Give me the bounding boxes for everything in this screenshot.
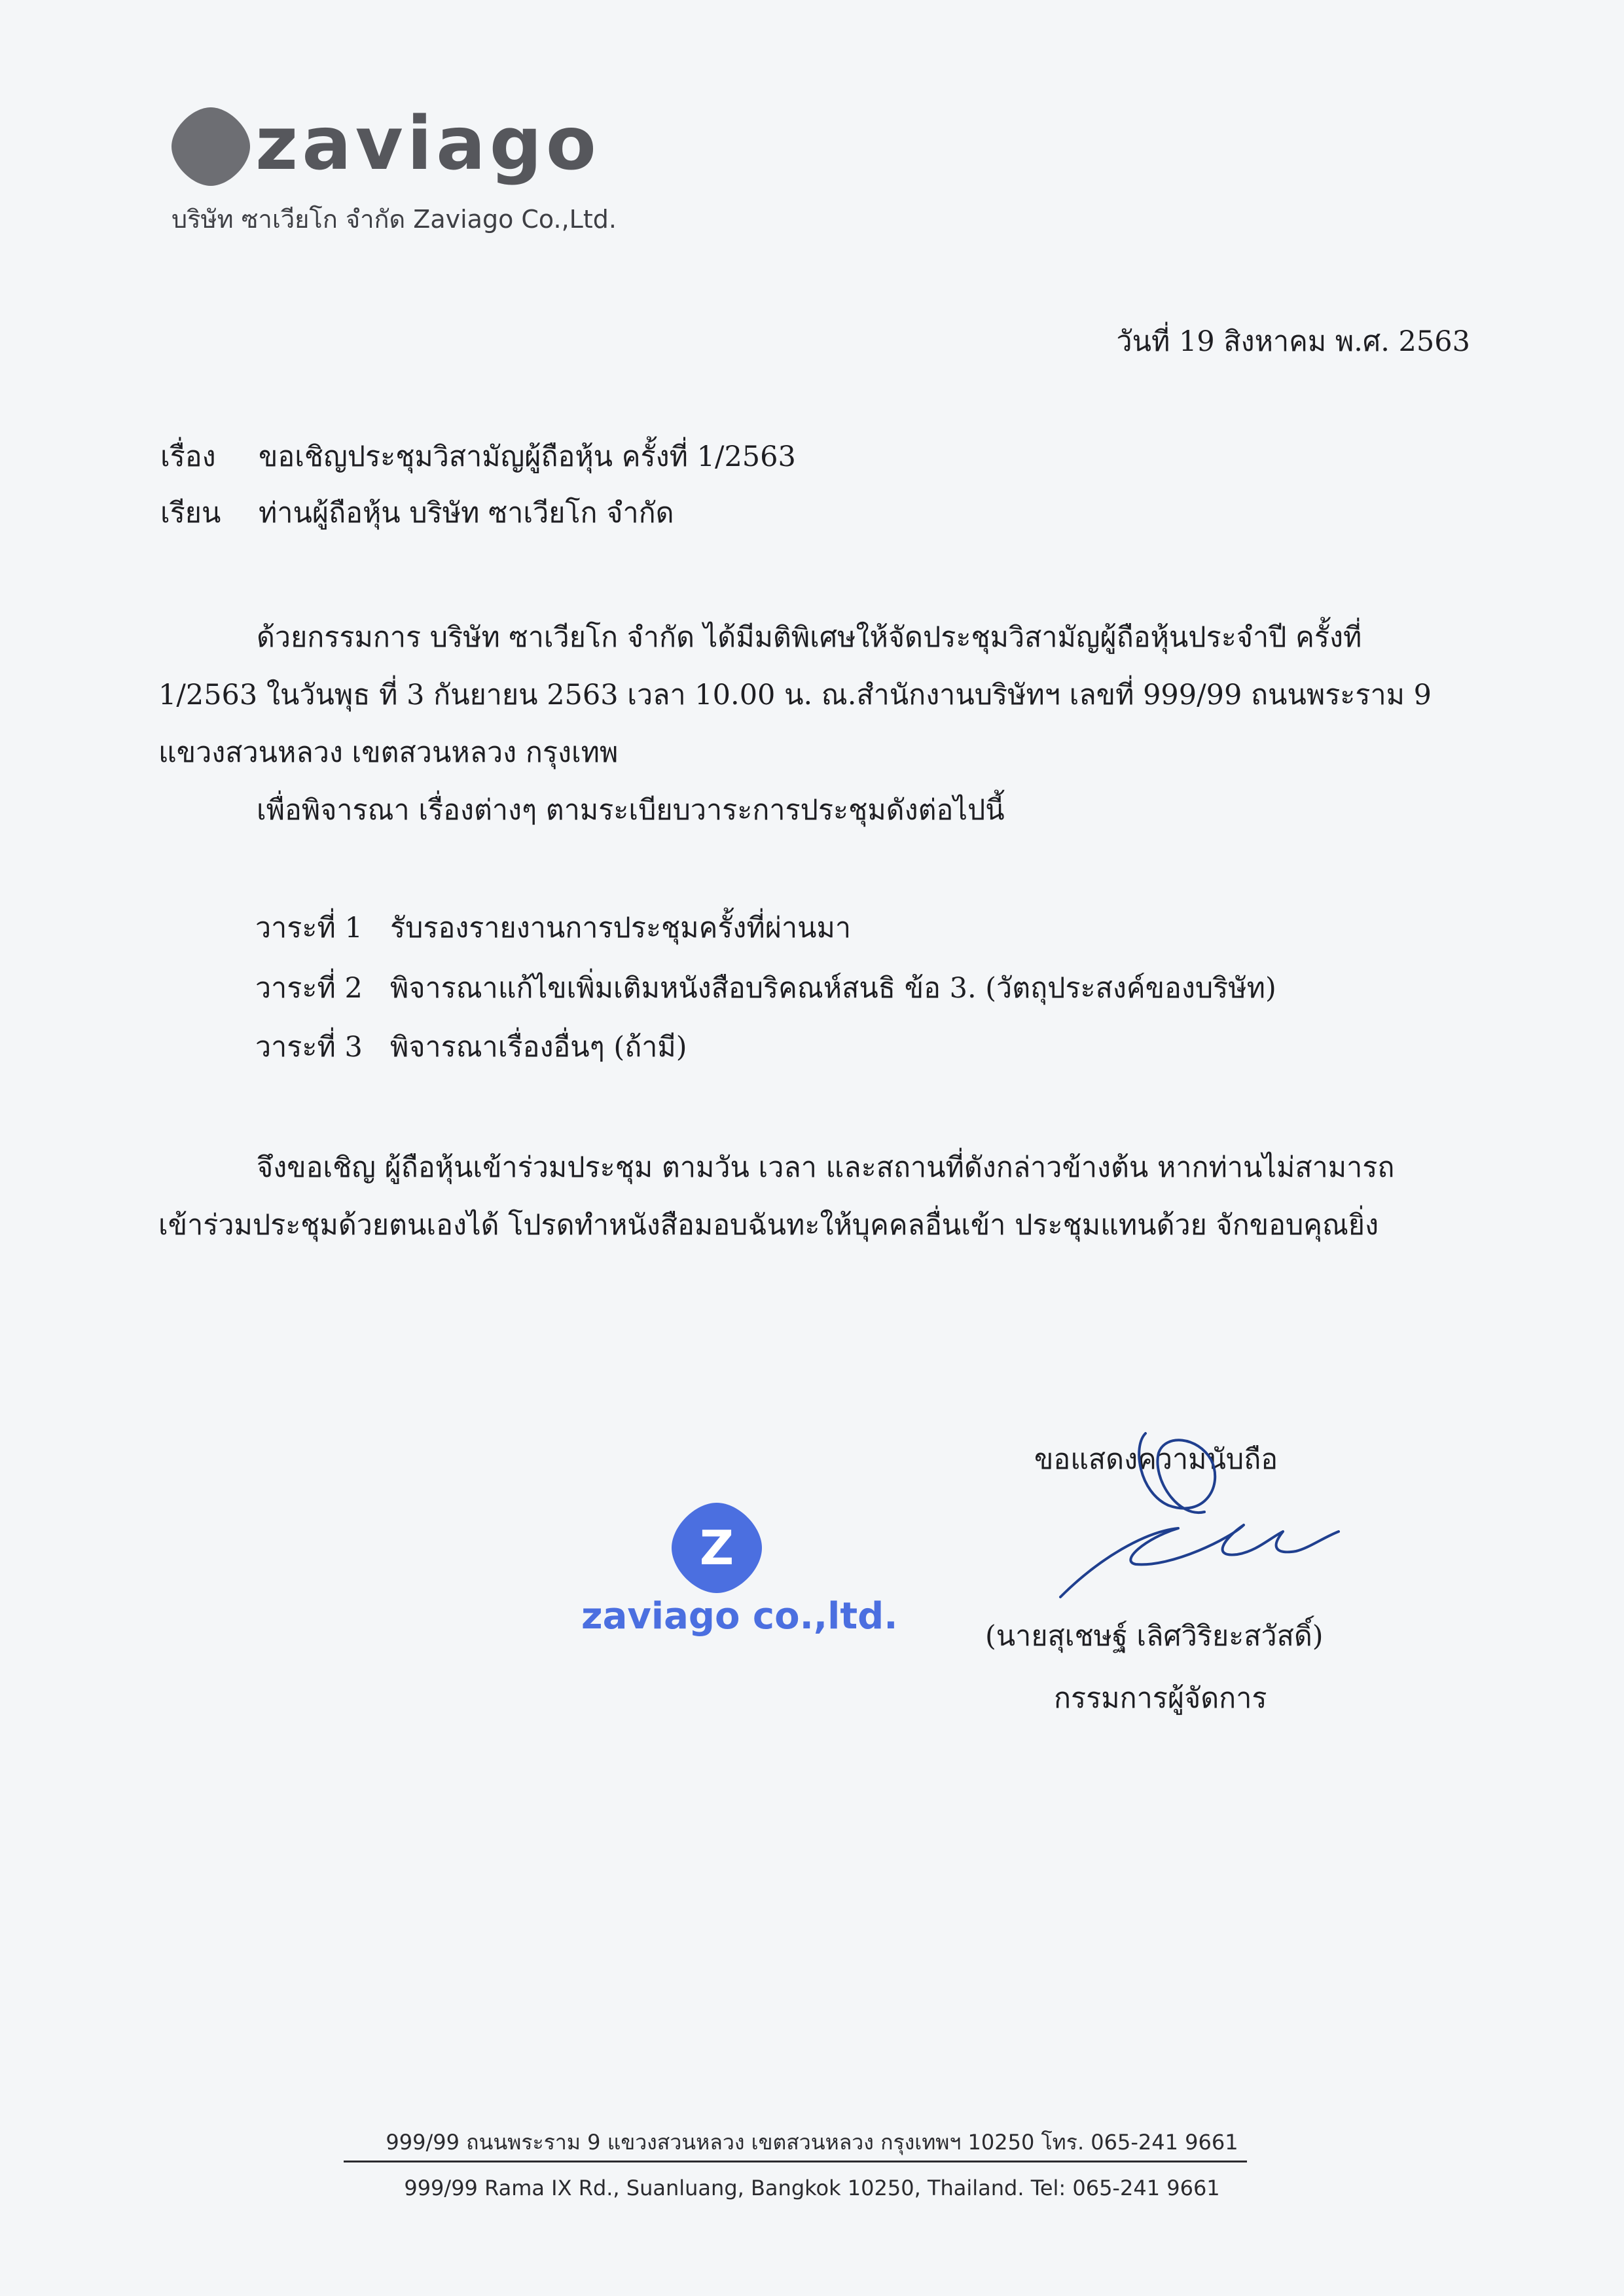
recipient-value: ท่านผู้ถือหุ้น บริษัท ซาเวียโก จำกัด — [259, 497, 674, 529]
agenda-item-3-label: วาระที่ 3 — [255, 1031, 363, 1064]
agenda-item-1-label: วาระที่ 1 — [255, 912, 363, 944]
letter-date: วันที่ 19 สิงหาคม พ.ศ. 2563 — [1116, 325, 1470, 358]
agenda-item-3-text: พิจารณาเรื่องอื่นๆ (ถ้ามี) — [390, 1031, 687, 1064]
footer-divider — [344, 2161, 1247, 2162]
zaviago-logo-icon — [169, 105, 253, 188]
subject-label: เรื่อง — [160, 440, 216, 473]
subject-value: ขอเชิญประชุมวิสามัญผู้ถือหุ้น ครั้งที่ 1/2563 — [259, 440, 796, 473]
company-name-line: บริษัท ซาเวียโก จำกัด Zaviago Co.,Ltd. — [171, 205, 617, 234]
footer-english-address: 999/99 Rama IX Rd., Suanluang, Bangkok 10250, Thailand. Tel: 065-241 9661 — [404, 2176, 1220, 2200]
agenda-item-1-text: รับรองรายงานการประชุมครั้งที่ผ่านมา — [390, 912, 851, 944]
agenda-item-2-text: พิจารณาแก้ไขเพิ่มเติมหนังสือบริคณห์สนธิ ข้อ 3. (วัตถุประสงค์ของบริษัท) — [390, 972, 1276, 1005]
logo-wordmark: zaviago — [255, 101, 600, 187]
signatory-title: กรรมการผู้จัดการ — [1054, 1682, 1267, 1715]
company-stamp-icon — [668, 1499, 766, 1597]
body-paragraph-2-text: เพื่อพิจารณา เรื่องต่างๆ ตามระเบียบวาระการประชุมดังต่อไปนี้ — [257, 794, 1005, 827]
body-paragraph-1 — [158, 609, 1435, 781]
closing-paragraph-text: จึงขอเชิญ ผู้ถือหุ้นเข้าร่วมประชุม ตามวัน เวลา และสถานที่ดังกล่าวข้างต้น หากท่านไม่สามารถเข้าร่วมประชุมด้วยตนเองได้ โปรดทำหนังสือมอบฉันทะให้บุคคลอื่นเข้า ประชุมแทนด้วย จักขอบคุณยิ่ง — [158, 1151, 1395, 1242]
handwritten-signature — [1047, 1407, 1342, 1610]
signatory-name: (นายสุเชษฐ์ เลิศวิริยะสวัสดิ์) — [985, 1620, 1324, 1653]
footer-thai-address: 999/99 ถนนพระราม 9 แขวงสวนหลวง เขตสวนหลวง กรุงเทพฯ 10250 โทร. 065-241 9661 — [386, 2130, 1238, 2155]
body-paragraph-2 — [158, 781, 1435, 839]
stamp-letter: Z — [699, 1520, 734, 1575]
body-paragraph-1-text: ด้วยกรรมการ บริษัท ซาเวียโก จำกัด ได้มีมติพิเศษให้จัดประชุมวิสามัญผู้ถือหุ้นประจำปี ครั้งที่ 1/2563 ในวันพุธ ที่ 3 กันยายน 2563 เวลา 10.00 น. ณ.สำนักงานบริษัทฯ เลขที่ 999/99 ถนนพระราม 9 แขวงสวนหลวง เขตสวนหลวง กรุงเทพ — [158, 621, 1432, 769]
agenda-item-2-label: วาระที่ 2 — [255, 972, 363, 1005]
regards-line: ขอแสดงความนับถือ — [1034, 1443, 1278, 1476]
recipient-label: เรียน — [160, 497, 221, 529]
stamp-company-text: zaviago co.,ltd. — [581, 1595, 898, 1638]
closing-paragraph — [158, 1139, 1435, 1254]
